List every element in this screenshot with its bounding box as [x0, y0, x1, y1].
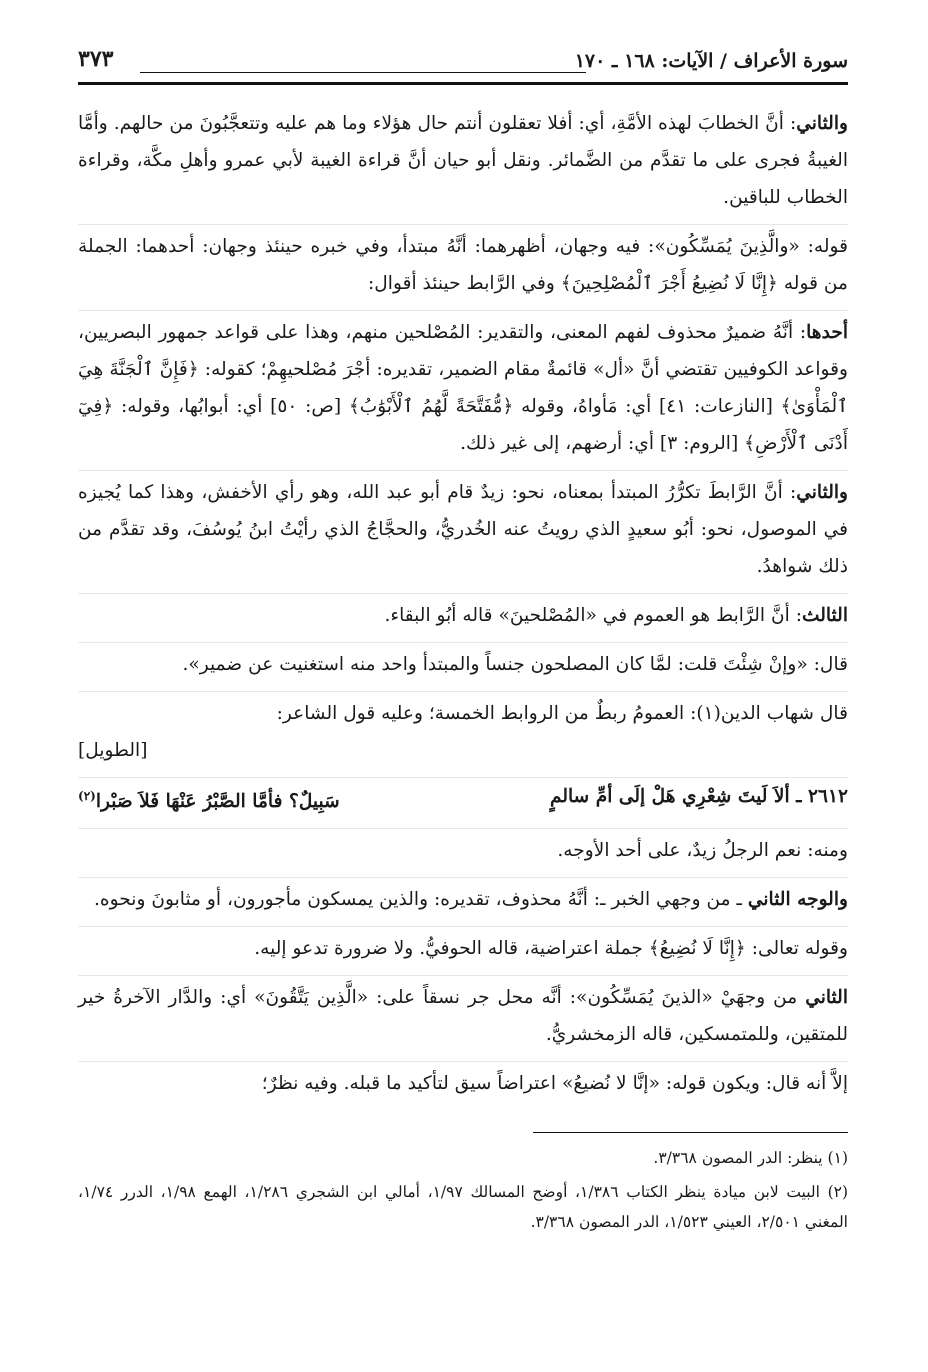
paragraph [78, 105, 848, 216]
paragraph-lead: والوجه الثاني [747, 889, 848, 911]
footnote-separator [533, 1132, 848, 1133]
page-header [78, 40, 848, 85]
paragraph-text: من وجهَيْ «الذينَ يُمَسِّكُون»: أنَّه محل جر نسقاً على: «الَّذِين يَتَّقُونَ» أي: والدَّار الآخرةُ خير للمتقين، وللمتمسكين، قاله الزمخشريُّ. [78, 987, 848, 1046]
paragraph [78, 593, 848, 634]
poetic-meter: [الطويل] [78, 740, 148, 761]
paragraph [78, 877, 848, 918]
paragraph-lead: والثاني [796, 482, 849, 503]
paragraph [78, 1061, 848, 1102]
header-rule [140, 72, 586, 73]
footnote: (١) ينظر: الدر المصون ٣/٣٦٨. [653, 1149, 848, 1168]
paragraph [78, 224, 848, 302]
verse-first-hemistich: ٢٦١٢ ـ ألاَ لَيتَ شِعْرِي هَلْ إلَى أمِّ سالمٍ [549, 786, 848, 807]
paragraph-text: قوله: «والَّذِينَ يُمَسِّكُون»: فيه وجهان، أظهرهما: أنَّهُ مبتدأ، وفي خبره حينئذ وجهان: أحدهما: الجملة من قوله ﴿إِنَّا لَا نُضِيعُ أَجْرَ ٱلْمُصْلِحِينَ﴾ وفي الرَّابط حينئذ أقوال: [78, 236, 848, 294]
footnote: (٢) البيت لابن ميادة ينظر الكتاب ١/٣٨٦، أوضح المسالك ١/٩٧، أمالي ابن الشجري ١/٢٨٦، الهمع ١/٩٨، الدرر ١/٧٤، المغني ٢/٥٠١، العيني ١/٥٢٣، الدر المصون ٣/٣٦٨. [78, 1183, 849, 1232]
paragraph [78, 828, 848, 869]
paragraph-text: وقوله تعالى: ﴿إِنَّا لَا نُضِيعُ﴾ جملة اعتراضية، قاله الحوفيُّ. ولا ضرورة تدعو إليه. [254, 938, 848, 960]
paragraph-text: : أنَّ الخطابَ لهذه الأمَّةِ، أي: أفلا تعقلون أنتم حال هؤلاء وما هم عليه وتتعجَّبُونَ من حالهم. وأمَّا الغيبةُ فجرى على ما تقدَّم من الضَّمائر. ونقل أبو حيان أنَّ قراءة الغيبة لأبي عمرو وأهلِ مكَّة، وقراءة الخطاب للباقين. [78, 113, 848, 208]
paragraph [78, 975, 848, 1053]
paragraph-text: : أنَّ الرَّابط هو العموم في «المُصْلحينَ» قاله أبُو البقاء. [384, 605, 802, 626]
footnote-marker: (٢) [78, 789, 96, 803]
verse-second-hemistich: سَبِيلٌ؟ فأمَّا الصَّبْرُ عَنْهَا فَلاَ صَبْرا [95, 791, 340, 813]
paragraph [78, 470, 848, 585]
page-number: ٣٧٣ [78, 46, 114, 72]
paragraph-text: : أنَّ الرَّابطَ تكرُّرُ المبتدأ بمعناه، نحو: زيدٌ قام أبو عبد الله، وهو رأي الأخفش، وهذا كما يُجيزه في الموصول، نحو: أبُو سعيدٍ الذي رويتُ عنه الخُدريُّ، والحجَّاجُ الذي رأيْتُ ابنُ يُوسُفَ، وقد تقدَّم من ذلك شواهدُ. [78, 482, 848, 577]
poetry-verse [78, 777, 848, 820]
paragraph-text: ومنه: نعم الرجلُ زيدٌ، على أحد الأوجه. [557, 840, 848, 862]
paragraph-text: قال شهاب الدين(١): العمومُ ربطٌ من الروابط الخمسة؛ وعليه قول الشاعر: [276, 703, 848, 724]
paragraph-lead: أحدها [806, 322, 848, 343]
page-body [78, 85, 848, 1237]
paragraph [78, 691, 848, 732]
paragraph-text: ـ من وجهي الخبر ـ: أنَّهُ محذوف، تقديره: والذين يمسكون مأجورون، أو مثابونَ ونحوه. [94, 889, 748, 911]
running-title: سورة الأعراف / الآيات: ١٦٨ ـ ١٧٠ [574, 50, 848, 72]
paragraph-lead: الثاني [805, 987, 848, 1009]
paragraph [78, 642, 848, 683]
paragraph-text: إلاَّ أنه قال: ويكون قوله: «إنَّا لا نُضيعُ» اعتراضاً سيق لتأكيد ما قبله. وفيه نظرٌ؛ [261, 1073, 848, 1095]
paragraph-text: : أنَّهُ ضميرٌ محذوف لفهم المعنى، والتقدير: المُصْلحين منهم، وهذا على قواعد جمهور البصريين، وقواعد الكوفيين تقتضي أنَّ «أل» قائمةٌ مقام الضمير، تقديره: أجْرَ مُصْلحيهِمْ؛ كقوله: ﴿فَإِنَّ ٱلْجَنَّةَ هِيَ ٱلْمَأْوَىٰ﴾ [النازعات: ٤١] أي: مَأواهُ، وقوله ﴿مُّفَتَّحَةً لَّهُمُ ٱلْأَبْوَٰبُ﴾ [ص: ٥٠] أي: أبوابُها، وقوله: ﴿فِيٓ أَدْنَى ٱلْأَرْضِ﴾ [الروم: ٣] أي: أرضهم، إلى غير ذلك. [78, 322, 848, 454]
paragraph-text: قال: «وإنْ شِئْتَ قلت: لمَّا كان المصلحون جنساً والمبتدأ واحد منه استغنيت عن ضمير». [182, 654, 848, 675]
paragraph [78, 310, 848, 462]
paragraph-lead: والثاني [796, 113, 848, 134]
book-page [78, 40, 848, 1241]
paragraph-lead: الثالث [801, 605, 848, 626]
paragraph [78, 926, 848, 967]
